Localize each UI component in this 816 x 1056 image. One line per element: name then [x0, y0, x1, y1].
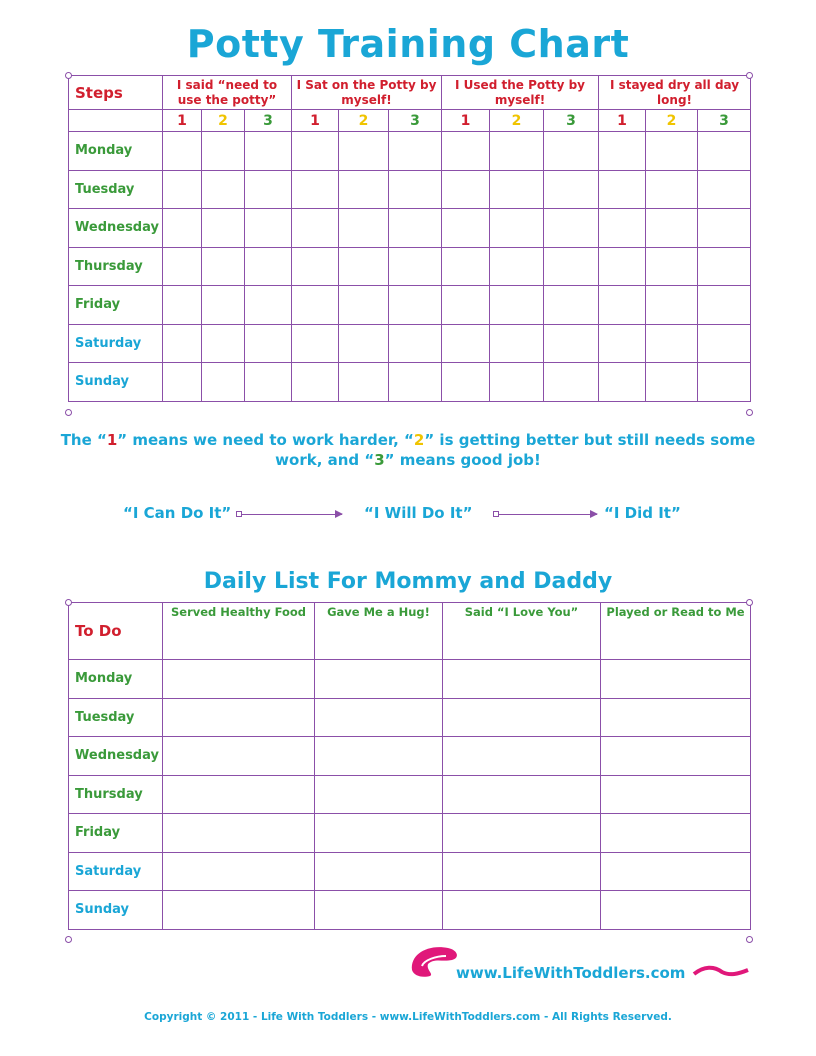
- check-cell[interactable]: [490, 209, 544, 248]
- check-cell[interactable]: [442, 132, 490, 171]
- day-label-saturday: Saturday: [69, 324, 163, 363]
- check-cell[interactable]: [599, 324, 646, 363]
- day-row: [69, 286, 751, 325]
- check-cell[interactable]: [646, 170, 698, 209]
- check-cell[interactable]: [292, 324, 339, 363]
- check-cell[interactable]: [442, 324, 490, 363]
- day-label-sunday: Sunday: [69, 363, 163, 402]
- check-cell[interactable]: [292, 170, 339, 209]
- check-cell[interactable]: [443, 891, 601, 930]
- check-cell[interactable]: [163, 852, 315, 891]
- check-cell[interactable]: [490, 132, 544, 171]
- daily-list-title: Daily List For Mommy and Daddy: [203, 569, 613, 594]
- header-sat-on-potty: I Sat on the Potty by myself!: [292, 76, 442, 110]
- check-cell[interactable]: [544, 209, 599, 248]
- check-cell[interactable]: [443, 660, 601, 699]
- rating-3: 3: [389, 110, 442, 132]
- check-cell[interactable]: [163, 247, 202, 286]
- check-cell[interactable]: [442, 247, 490, 286]
- day-row: [69, 363, 751, 402]
- check-cell[interactable]: [544, 170, 599, 209]
- day-row: [69, 324, 751, 363]
- check-cell[interactable]: [339, 247, 389, 286]
- check-cell[interactable]: [490, 247, 544, 286]
- day-row: [69, 698, 751, 737]
- check-cell[interactable]: [245, 363, 292, 402]
- rating-1: 1: [599, 110, 646, 132]
- rating-2: 2: [202, 110, 245, 132]
- day-row: [69, 209, 751, 248]
- rating-1: 1: [292, 110, 339, 132]
- check-cell[interactable]: [544, 286, 599, 325]
- check-cell[interactable]: [698, 363, 751, 402]
- rating-3: 3: [544, 110, 599, 132]
- check-cell[interactable]: [443, 775, 601, 814]
- check-cell[interactable]: [601, 852, 751, 891]
- day-label-tuesday: Tuesday: [69, 170, 163, 209]
- day-row: [69, 775, 751, 814]
- check-cell[interactable]: [315, 737, 443, 776]
- check-cell[interactable]: [163, 286, 202, 325]
- check-cell[interactable]: [292, 286, 339, 325]
- day-label-monday: Monday: [69, 132, 163, 171]
- check-cell[interactable]: [315, 698, 443, 737]
- check-cell[interactable]: [339, 324, 389, 363]
- check-cell[interactable]: [202, 247, 245, 286]
- check-cell[interactable]: [601, 814, 751, 853]
- day-label-wednesday: Wednesday: [69, 209, 163, 248]
- day-label-tuesday: Tuesday: [69, 698, 163, 737]
- rating-2: 2: [339, 110, 389, 132]
- check-cell[interactable]: [544, 363, 599, 402]
- check-cell[interactable]: [389, 132, 442, 171]
- rating-3: 3: [698, 110, 751, 132]
- header-love-you: Said “I Love You”: [443, 603, 601, 660]
- header-stayed-dry: I stayed dry all day long!: [599, 76, 751, 110]
- chart1-day-rows: [69, 132, 751, 402]
- check-cell[interactable]: [698, 170, 751, 209]
- corner-dot: [65, 936, 72, 943]
- arrow-icon: [497, 514, 597, 515]
- check-cell[interactable]: [339, 132, 389, 171]
- todo-label: To Do: [69, 603, 163, 660]
- day-label-saturday: Saturday: [69, 852, 163, 891]
- chart2-day-rows: [69, 660, 751, 930]
- check-cell[interactable]: [339, 170, 389, 209]
- day-label-friday: Friday: [69, 286, 163, 325]
- rating-explanation: The “1” means we need to work harder, “2” is getting better but still needs some work, and “3” means good job!: [60, 431, 756, 469]
- check-cell[interactable]: [698, 209, 751, 248]
- day-row: [69, 170, 751, 209]
- i-did-it: “I Did It”: [604, 504, 681, 522]
- check-cell[interactable]: [163, 209, 202, 248]
- corner-dot: [65, 72, 72, 79]
- check-cell[interactable]: [245, 286, 292, 325]
- check-cell[interactable]: [202, 363, 245, 402]
- check-cell[interactable]: [490, 170, 544, 209]
- check-cell[interactable]: [245, 209, 292, 248]
- day-label-sunday: Sunday: [69, 891, 163, 930]
- check-cell[interactable]: [601, 660, 751, 699]
- check-cell[interactable]: [292, 363, 339, 402]
- check-cell[interactable]: [389, 209, 442, 248]
- day-row: [69, 247, 751, 286]
- check-cell[interactable]: [599, 209, 646, 248]
- check-cell[interactable]: [646, 209, 698, 248]
- check-cell[interactable]: [601, 698, 751, 737]
- check-cell[interactable]: [544, 247, 599, 286]
- check-cell[interactable]: [163, 814, 315, 853]
- check-cell[interactable]: [163, 737, 315, 776]
- day-row: [69, 132, 751, 171]
- check-cell[interactable]: [646, 132, 698, 171]
- check-cell[interactable]: [163, 891, 315, 930]
- check-cell[interactable]: [292, 132, 339, 171]
- check-cell[interactable]: [443, 698, 601, 737]
- check-cell[interactable]: [599, 132, 646, 171]
- check-cell[interactable]: [698, 247, 751, 286]
- day-row: [69, 891, 751, 930]
- check-cell[interactable]: [202, 324, 245, 363]
- check-cell[interactable]: [163, 660, 315, 699]
- check-cell[interactable]: [163, 132, 202, 171]
- day-row: [69, 814, 751, 853]
- check-cell[interactable]: [646, 363, 698, 402]
- header-hug: Gave Me a Hug!: [315, 603, 443, 660]
- check-cell[interactable]: [389, 247, 442, 286]
- check-cell[interactable]: [601, 891, 751, 930]
- check-cell[interactable]: [202, 170, 245, 209]
- rating-1: 1: [163, 110, 202, 132]
- website-link[interactable]: www.LifeWithToddlers.com: [456, 964, 686, 982]
- header-said-need: I said “need to use the potty”: [163, 76, 292, 110]
- check-cell[interactable]: [315, 775, 443, 814]
- check-cell[interactable]: [163, 698, 315, 737]
- check-cell[interactable]: [698, 324, 751, 363]
- check-cell[interactable]: [646, 247, 698, 286]
- arrow-icon: [240, 514, 342, 515]
- check-cell[interactable]: [163, 170, 202, 209]
- check-cell[interactable]: [599, 170, 646, 209]
- check-cell[interactable]: [698, 286, 751, 325]
- day-label-friday: Friday: [69, 814, 163, 853]
- i-will-do-it: “I Will Do It”: [364, 504, 473, 522]
- check-cell[interactable]: [163, 775, 315, 814]
- check-cell[interactable]: [601, 737, 751, 776]
- page-title: Potty Training Chart: [186, 22, 630, 66]
- rating-2: 2: [490, 110, 544, 132]
- check-cell[interactable]: [339, 363, 389, 402]
- check-cell[interactable]: [443, 737, 601, 776]
- check-cell[interactable]: [315, 891, 443, 930]
- rating-2: 2: [646, 110, 698, 132]
- check-cell[interactable]: [544, 132, 599, 171]
- check-cell[interactable]: [442, 170, 490, 209]
- check-cell[interactable]: [490, 324, 544, 363]
- check-cell[interactable]: [490, 286, 544, 325]
- check-cell[interactable]: [202, 132, 245, 171]
- check-cell[interactable]: [315, 814, 443, 853]
- check-cell[interactable]: [292, 209, 339, 248]
- rating-1: 1: [442, 110, 490, 132]
- header-played-read: Played or Read to Me: [601, 603, 751, 660]
- day-row: [69, 660, 751, 699]
- copyright: Copyright © 2011 - Life With Toddlers - www.LifeWithToddlers.com - All Rights Reserved.: [144, 1011, 672, 1023]
- day-label-monday: Monday: [69, 660, 163, 699]
- corner-dot: [65, 409, 72, 416]
- corner-dot: [746, 409, 753, 416]
- check-cell[interactable]: [389, 286, 442, 325]
- corner-dot: [746, 936, 753, 943]
- check-cell[interactable]: [389, 170, 442, 209]
- day-row: [69, 737, 751, 776]
- check-cell[interactable]: [245, 132, 292, 171]
- check-cell[interactable]: [599, 247, 646, 286]
- check-cell[interactable]: [163, 363, 202, 402]
- check-cell[interactable]: [389, 363, 442, 402]
- check-cell[interactable]: [490, 363, 544, 402]
- check-cell[interactable]: [315, 660, 443, 699]
- check-cell[interactable]: [646, 286, 698, 325]
- check-cell[interactable]: [601, 775, 751, 814]
- rating-row: [69, 110, 751, 132]
- check-cell[interactable]: [442, 286, 490, 325]
- day-row: [69, 852, 751, 891]
- check-cell[interactable]: [245, 170, 292, 209]
- potty-chart-table: [68, 75, 751, 402]
- check-cell[interactable]: [245, 247, 292, 286]
- day-label-thursday: Thursday: [69, 247, 163, 286]
- check-cell[interactable]: [443, 852, 601, 891]
- header-healthy-food: Served Healthy Food: [163, 603, 315, 660]
- check-cell[interactable]: [339, 286, 389, 325]
- corner-dot: [65, 599, 72, 606]
- check-cell[interactable]: [599, 363, 646, 402]
- check-cell[interactable]: [163, 324, 202, 363]
- check-cell[interactable]: [389, 324, 442, 363]
- check-cell[interactable]: [245, 324, 292, 363]
- day-label-wednesday: Wednesday: [69, 737, 163, 776]
- check-cell[interactable]: [698, 132, 751, 171]
- rating-3: 3: [245, 110, 292, 132]
- check-cell[interactable]: [202, 209, 245, 248]
- check-cell[interactable]: [599, 286, 646, 325]
- check-cell[interactable]: [646, 324, 698, 363]
- check-cell[interactable]: [442, 209, 490, 248]
- check-cell[interactable]: [544, 324, 599, 363]
- check-cell[interactable]: [339, 209, 389, 248]
- i-can-do-it: “I Can Do It”: [123, 504, 232, 522]
- steps-label: Steps: [69, 76, 163, 110]
- check-cell[interactable]: [443, 814, 601, 853]
- corner-dot: [746, 72, 753, 79]
- header-used-potty: I Used the Potty by myself!: [442, 76, 599, 110]
- check-cell[interactable]: [202, 286, 245, 325]
- check-cell[interactable]: [315, 852, 443, 891]
- check-cell[interactable]: [292, 247, 339, 286]
- check-cell[interactable]: [442, 363, 490, 402]
- day-label-thursday: Thursday: [69, 775, 163, 814]
- daily-list-table: [68, 602, 751, 930]
- corner-dot: [746, 599, 753, 606]
